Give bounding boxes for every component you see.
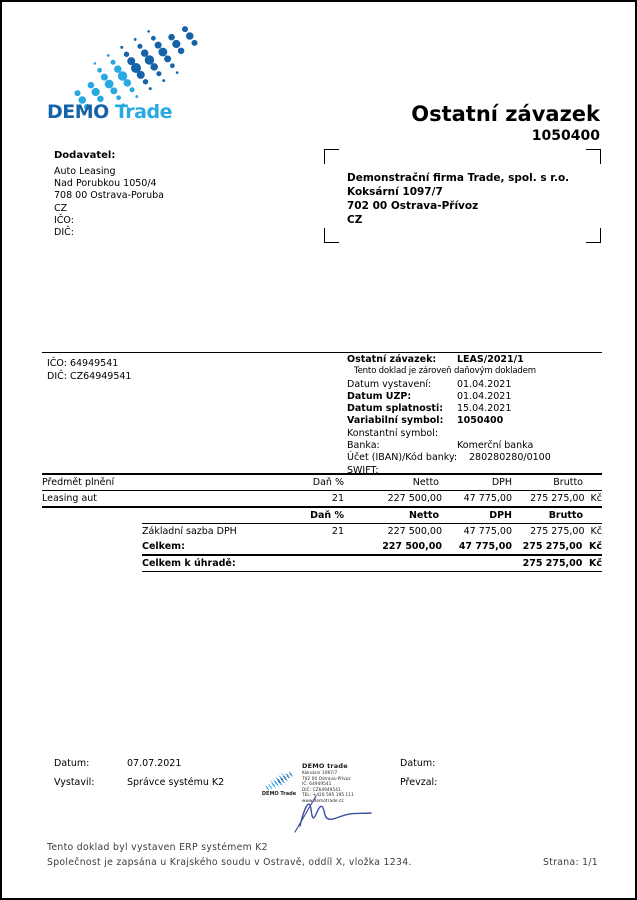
detail-row-constant-symbol <box>347 428 603 440</box>
detail-row-due-date <box>347 403 603 415</box>
receiver-label: Převzal: <box>400 776 438 788</box>
detail-label: Banka: <box>347 440 380 452</box>
item-tax: 21 <box>331 493 344 504</box>
summary-netto: 227 500,00 <box>382 541 442 552</box>
stamp-line: TEL: +420 595 195 111 <box>302 792 354 798</box>
tax-document-note: Tento doklad je zároveň daňovým dokladem <box>354 366 536 377</box>
issuer-value: Správce systému K2 <box>127 776 225 788</box>
stamp-line: IČ: 64949541 <box>302 781 332 787</box>
company-ids <box>47 357 131 383</box>
summary-row-base-rate <box>142 524 602 539</box>
company-ico: IČO: 64949541 <box>47 358 119 369</box>
summary-dph: 47 775,00 <box>463 526 512 537</box>
col-header-brutto: Brutto <box>553 477 583 488</box>
detail-label: SWIFT: <box>347 464 379 476</box>
date-value: 07.07.2021 <box>127 758 182 769</box>
supplier-name: Auto Leasing <box>54 166 116 177</box>
col-header-netto: Netto <box>412 477 439 488</box>
page-number: Strana: 1/1 <box>542 857 598 868</box>
summary-row-due <box>142 556 602 571</box>
detail-value: LEAS/2021/1 <box>457 354 524 365</box>
detail-row-issued <box>347 379 603 391</box>
footer-erp-note: Tento doklad byl vystaven ERP systémem K2 <box>47 842 268 853</box>
stamp-logo-dots-icon <box>260 774 298 789</box>
detail-value: 1050400 <box>457 415 504 427</box>
receiver-block <box>400 755 437 792</box>
supplier-label: Dodavatel: <box>54 150 116 161</box>
logo-wordmark <box>47 101 172 123</box>
summary-dph: 47 775,00 <box>458 541 512 552</box>
detail-label: Datum vystavení: <box>347 378 432 390</box>
supplier-country: CZ <box>54 202 68 214</box>
detail-value: 01.04.2021 <box>457 390 512 402</box>
footer-registration-note: Společnost je zapsána u Krajského soudu v Ostravě, oddíl X, vložka 1234. <box>47 857 412 868</box>
detail-label: Datum UZP: <box>347 390 412 402</box>
summary-row-total <box>142 539 602 554</box>
summary-brutto: 275 275,00 Kč <box>522 558 602 569</box>
summary-brutto: 275 275,00 Kč <box>530 526 602 537</box>
table-header-row <box>42 475 602 490</box>
corner-mark-icon <box>324 228 339 243</box>
receiver-date-label: Datum: <box>400 758 436 769</box>
detail-label: Účet (IBAN)/Kód banky: <box>347 452 458 464</box>
detail-row-uzp <box>347 391 603 403</box>
logo-word-trade: Trade <box>114 101 172 123</box>
detail-value: Komerční banka <box>457 440 534 452</box>
recipient-street: Koksární 1097/7 <box>347 186 443 198</box>
table-rule <box>142 571 602 572</box>
recipient-address <box>347 171 569 227</box>
supplier-street: Nad Porubkou 1050/4 <box>54 178 157 190</box>
date-label: Datum: <box>54 758 90 769</box>
detail-label: Variabilní symbol: <box>347 415 444 427</box>
recipient-city: 702 00 Ostrava-Přívoz <box>347 200 479 212</box>
company-dic: DIČ: CZ64949541 <box>47 371 132 382</box>
detail-value: 01.04.2021 <box>457 378 512 390</box>
document-details <box>347 354 603 477</box>
detail-label: Datum splatnosti: <box>347 403 444 415</box>
item-dph: 47 775,00 <box>463 493 512 504</box>
detail-row-doc <box>347 354 603 366</box>
detail-row-account <box>347 452 603 464</box>
summary-block <box>142 523 602 572</box>
stamp-line: 702 00 Ostrava-Přívoz <box>302 775 351 781</box>
stamp-line: DIČ: CZ64949541 <box>302 786 341 792</box>
col-header-tax: Daň % <box>312 477 344 488</box>
table-row <box>42 491 602 506</box>
logo-word-demo: DEMO <box>47 101 109 123</box>
summary-header-row <box>42 508 602 523</box>
sum-col-header-brutto: Brutto <box>548 510 583 521</box>
detail-label: Ostatní závazek: <box>347 354 437 365</box>
stamp-line: Koksární 1097/7 <box>302 770 338 775</box>
recipient-name: Demonstrační firma Trade, spol. s r.o. <box>347 172 570 184</box>
stamp-company-name: DEMO trade <box>302 762 348 770</box>
summary-netto: 227 500,00 <box>387 526 442 537</box>
document-number: 1050400 <box>531 128 600 144</box>
detail-value: 280280280/0100 <box>469 452 551 464</box>
stamp-line: www.demotrade.cz <box>302 797 344 803</box>
supplier-city: 708 00 Ostrava-Poruba <box>54 190 164 202</box>
detail-value: 15.04.2021 <box>457 403 512 415</box>
demo-trade-dots-logo-icon <box>48 36 223 102</box>
corner-mark-icon <box>324 149 339 164</box>
item-brutto: 275 275,00 Kč <box>530 493 602 504</box>
supplier-dic: DIČ: <box>54 227 74 239</box>
issuer-block <box>54 755 224 792</box>
item-description: Leasing aut <box>42 493 98 504</box>
col-header-dph: DPH <box>491 477 512 488</box>
supplier-ico: IČO: <box>54 214 74 226</box>
summary-label: Základní sazba DPH <box>142 526 237 537</box>
divider <box>42 352 602 353</box>
recipient-country: CZ <box>347 214 363 226</box>
detail-row-bank <box>347 440 603 452</box>
sum-col-header-tax: Daň % <box>310 510 344 521</box>
corner-mark-icon <box>586 228 601 243</box>
sum-col-header-dph: DPH <box>489 510 512 521</box>
sum-col-header-netto: Netto <box>408 510 439 521</box>
summary-tax: 21 <box>331 526 344 537</box>
issuer-row <box>54 774 224 793</box>
item-netto: 227 500,00 <box>387 493 442 504</box>
stamp-logo-caption: DEMO Trade <box>261 791 297 797</box>
detail-label: Konstantní symbol: <box>347 427 439 439</box>
col-header-item: Předmět plnění <box>42 477 115 488</box>
summary-brutto: 275 275,00 Kč <box>522 541 602 552</box>
summary-label: Celkem k úhradě: <box>142 558 236 569</box>
detail-row-variable-symbol <box>347 415 603 427</box>
handwritten-signature-icon <box>293 791 378 833</box>
issue-date-row <box>54 755 224 774</box>
supplier-address <box>54 166 164 239</box>
issuer-label: Vystavil: <box>54 776 95 788</box>
summary-label: Celkem: <box>142 541 185 552</box>
document-title: Ostatní závazek <box>411 102 600 126</box>
corner-mark-icon <box>586 149 601 164</box>
items-table <box>42 473 602 572</box>
